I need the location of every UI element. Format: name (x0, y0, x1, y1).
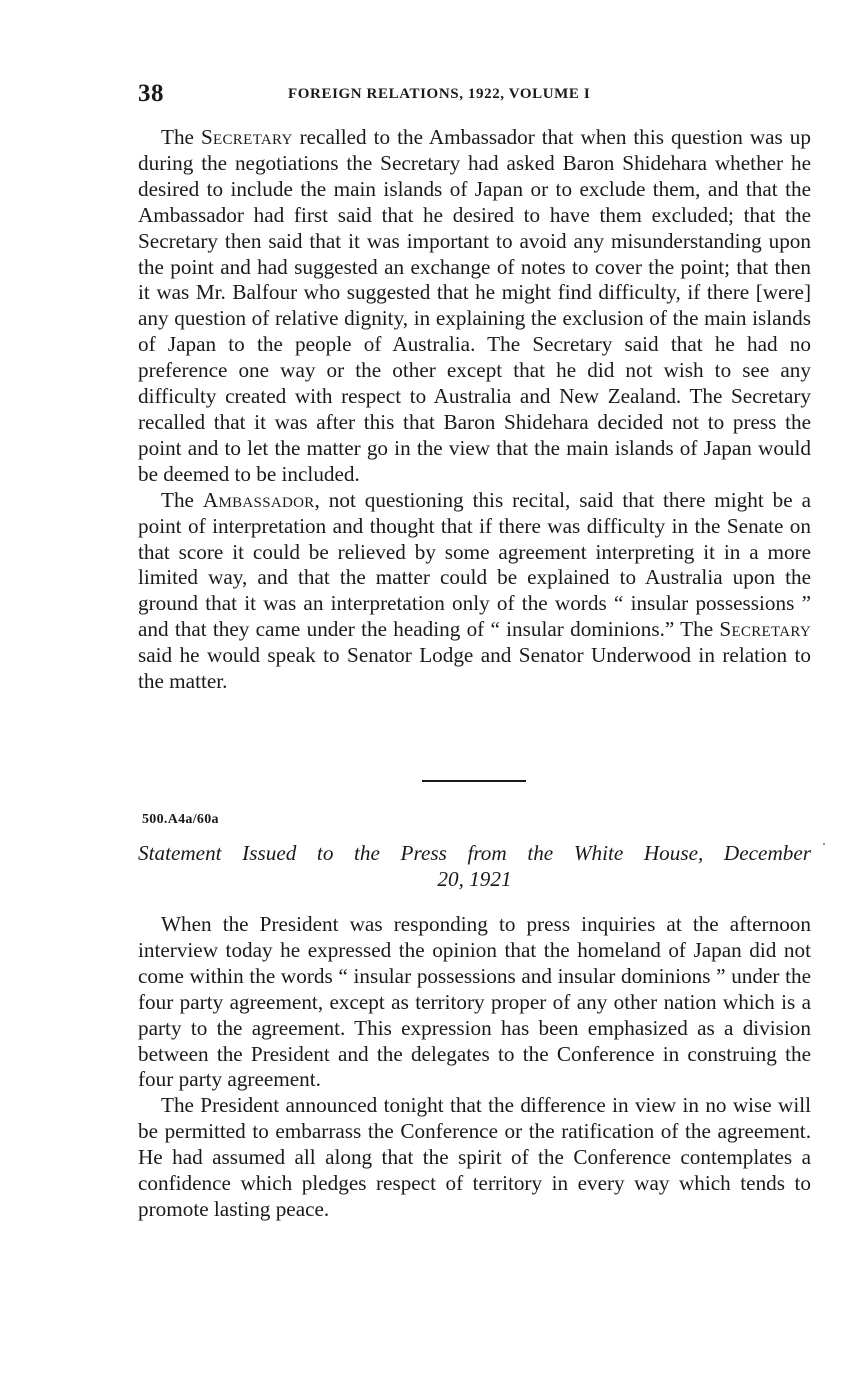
speaker-ambassador: Ambassador (202, 487, 315, 512)
scan-speck (823, 843, 825, 845)
paragraph: When the President was responding to press inquiries at the afternoon interview today he expressed the opinion that the homeland of Japan did not come within the words “ insular possessions and insular dominions ” under the four party agreement, except as territory proper of any other nation which is a party to the agreement. This expression has been emphasized as a division between the President and the delegates to the Conference in construing the four party agreement. (138, 912, 811, 1092)
paragraph-lead: The (161, 487, 203, 512)
paragraph-lead: The (161, 125, 201, 149)
paragraph (138, 125, 811, 488)
heading-line: 20, 1921 (437, 867, 512, 891)
section-divider (422, 780, 526, 782)
paragraph: The President announced tonight that the difference in view in no wise will be permitted to embarrass the Conference or the ratification of the agreement. He had assumed all along that the spirit of the Conference contemplates a confidence which pledges respect of territory in every way which tends to promote lasting peace. (138, 1093, 811, 1221)
running-title: FOREIGN RELATIONS, 1922, VOLUME I (288, 86, 591, 102)
page-number: 38 (138, 80, 164, 107)
statement-body (138, 912, 811, 1223)
file-number: 500.A4a/60a (142, 812, 219, 827)
paragraph (138, 488, 811, 695)
heading-line: Statement Issued to the Press from the White House, December (138, 841, 811, 865)
speaker-secretary: Secretary (200, 125, 293, 149)
memorandum-body (138, 125, 811, 695)
paragraph-text: recalled to the Ambassador that when this question was up during the negotiations the Secretary had asked Baron Shidehara whether he desired to include the main islands of Japan or to exclude them, and that the Ambassador had first said that he desired to have them excluded; that the Secretary then said that it was important to avoid any misunderstanding upon the point and had suggested an exchange of notes to cover the point; that then it was Mr. Balfour who suggested that he might find difficulty, if there [were] any question of relative dignity, in explaining the exclusion of the main islands of Japan to the people of Australia. The Secretary said that he had no preference one way or the other except that he did not wish to see any difficulty created with respect to Australia and New Zealand. The Secretary recalled that it was after this that Baron Shidehara decided not to press the point and to let the matter go in the view that the main islands of Japan would be deemed to be included. (138, 125, 811, 486)
paragraph-text: said he would speak to Senator Lodge and Senator Underwood in relation to the matter. (138, 643, 811, 694)
running-head (138, 80, 811, 110)
speaker-secretary: Secretary (719, 617, 811, 642)
paragraph-text: , not questioning this recital, said that there might be a point of interpretation and thought that if there was difficulty in the Senate on that score it could be relieved by some agreement interpreting it in a more limited way, and that the matter could be explained to Australia upon the ground that it was an interpretation only of the words “ insular possessions ” and that they came under the heading of “ insular dominions.” The (138, 487, 811, 642)
document-heading (138, 840, 811, 892)
